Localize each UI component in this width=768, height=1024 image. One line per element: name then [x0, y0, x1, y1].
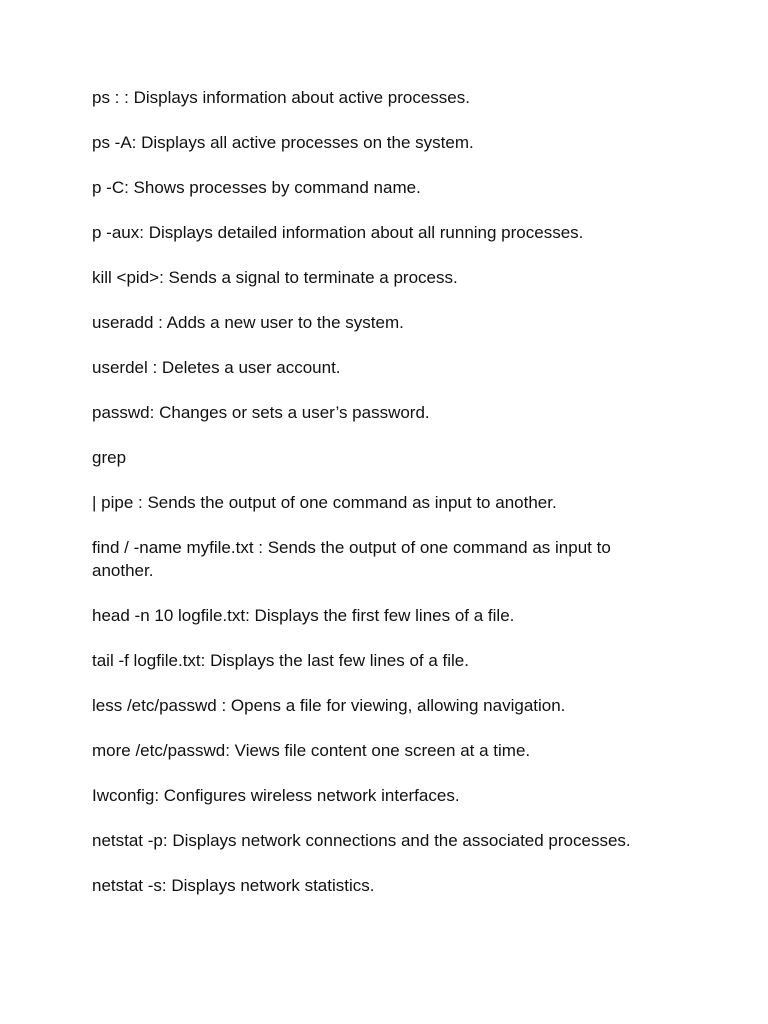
document-body	[92, 87, 672, 920]
command-line-netstat-p: netstat -p: Displays network connections and the associated processes.	[92, 830, 631, 850]
command-line-head: head -n 10 logfile.txt: Displays the first few lines of a file.	[92, 605, 515, 625]
command-line-pipe: | pipe : Sends the output of one command as input to another.	[92, 493, 557, 512]
command-line-more: more /etc/passwd: Views file content one screen at a time.	[92, 740, 531, 760]
command-line-netstat-s: netstat -s: Displays network statistics.	[92, 875, 375, 895]
command-line-kill: kill <pid>: Sends a signal to terminate a process.	[92, 268, 458, 287]
command-line-less: less /etc/passwd : Opens a file for viewing, allowing navigation.	[92, 695, 566, 715]
command-line-ps-a: ps -A: Displays all active processes on the system.	[92, 133, 474, 152]
command-line-p-aux: p -aux: Displays detailed information about all running processes.	[92, 223, 584, 242]
command-line-find: find / -name myfile.txt : Sends the output of one command as input to another.	[92, 538, 611, 580]
command-line-iwconfig: Iwconfig: Configures wireless network interfaces.	[92, 785, 460, 805]
command-line-useradd: useradd : Adds a new user to the system.	[92, 313, 404, 332]
command-line-p-c: p -C: Shows processes by command name.	[92, 178, 421, 197]
command-line-passwd: passwd: Changes or sets a user’s password.	[92, 403, 430, 422]
command-line-tail: tail -f logfile.txt: Displays the last few lines of a file.	[92, 650, 469, 670]
command-line-grep: grep	[92, 448, 127, 467]
command-line-userdel: userdel : Deletes a user account.	[92, 358, 341, 377]
command-line-ps: ps : : Displays information about active processes.	[92, 88, 470, 107]
